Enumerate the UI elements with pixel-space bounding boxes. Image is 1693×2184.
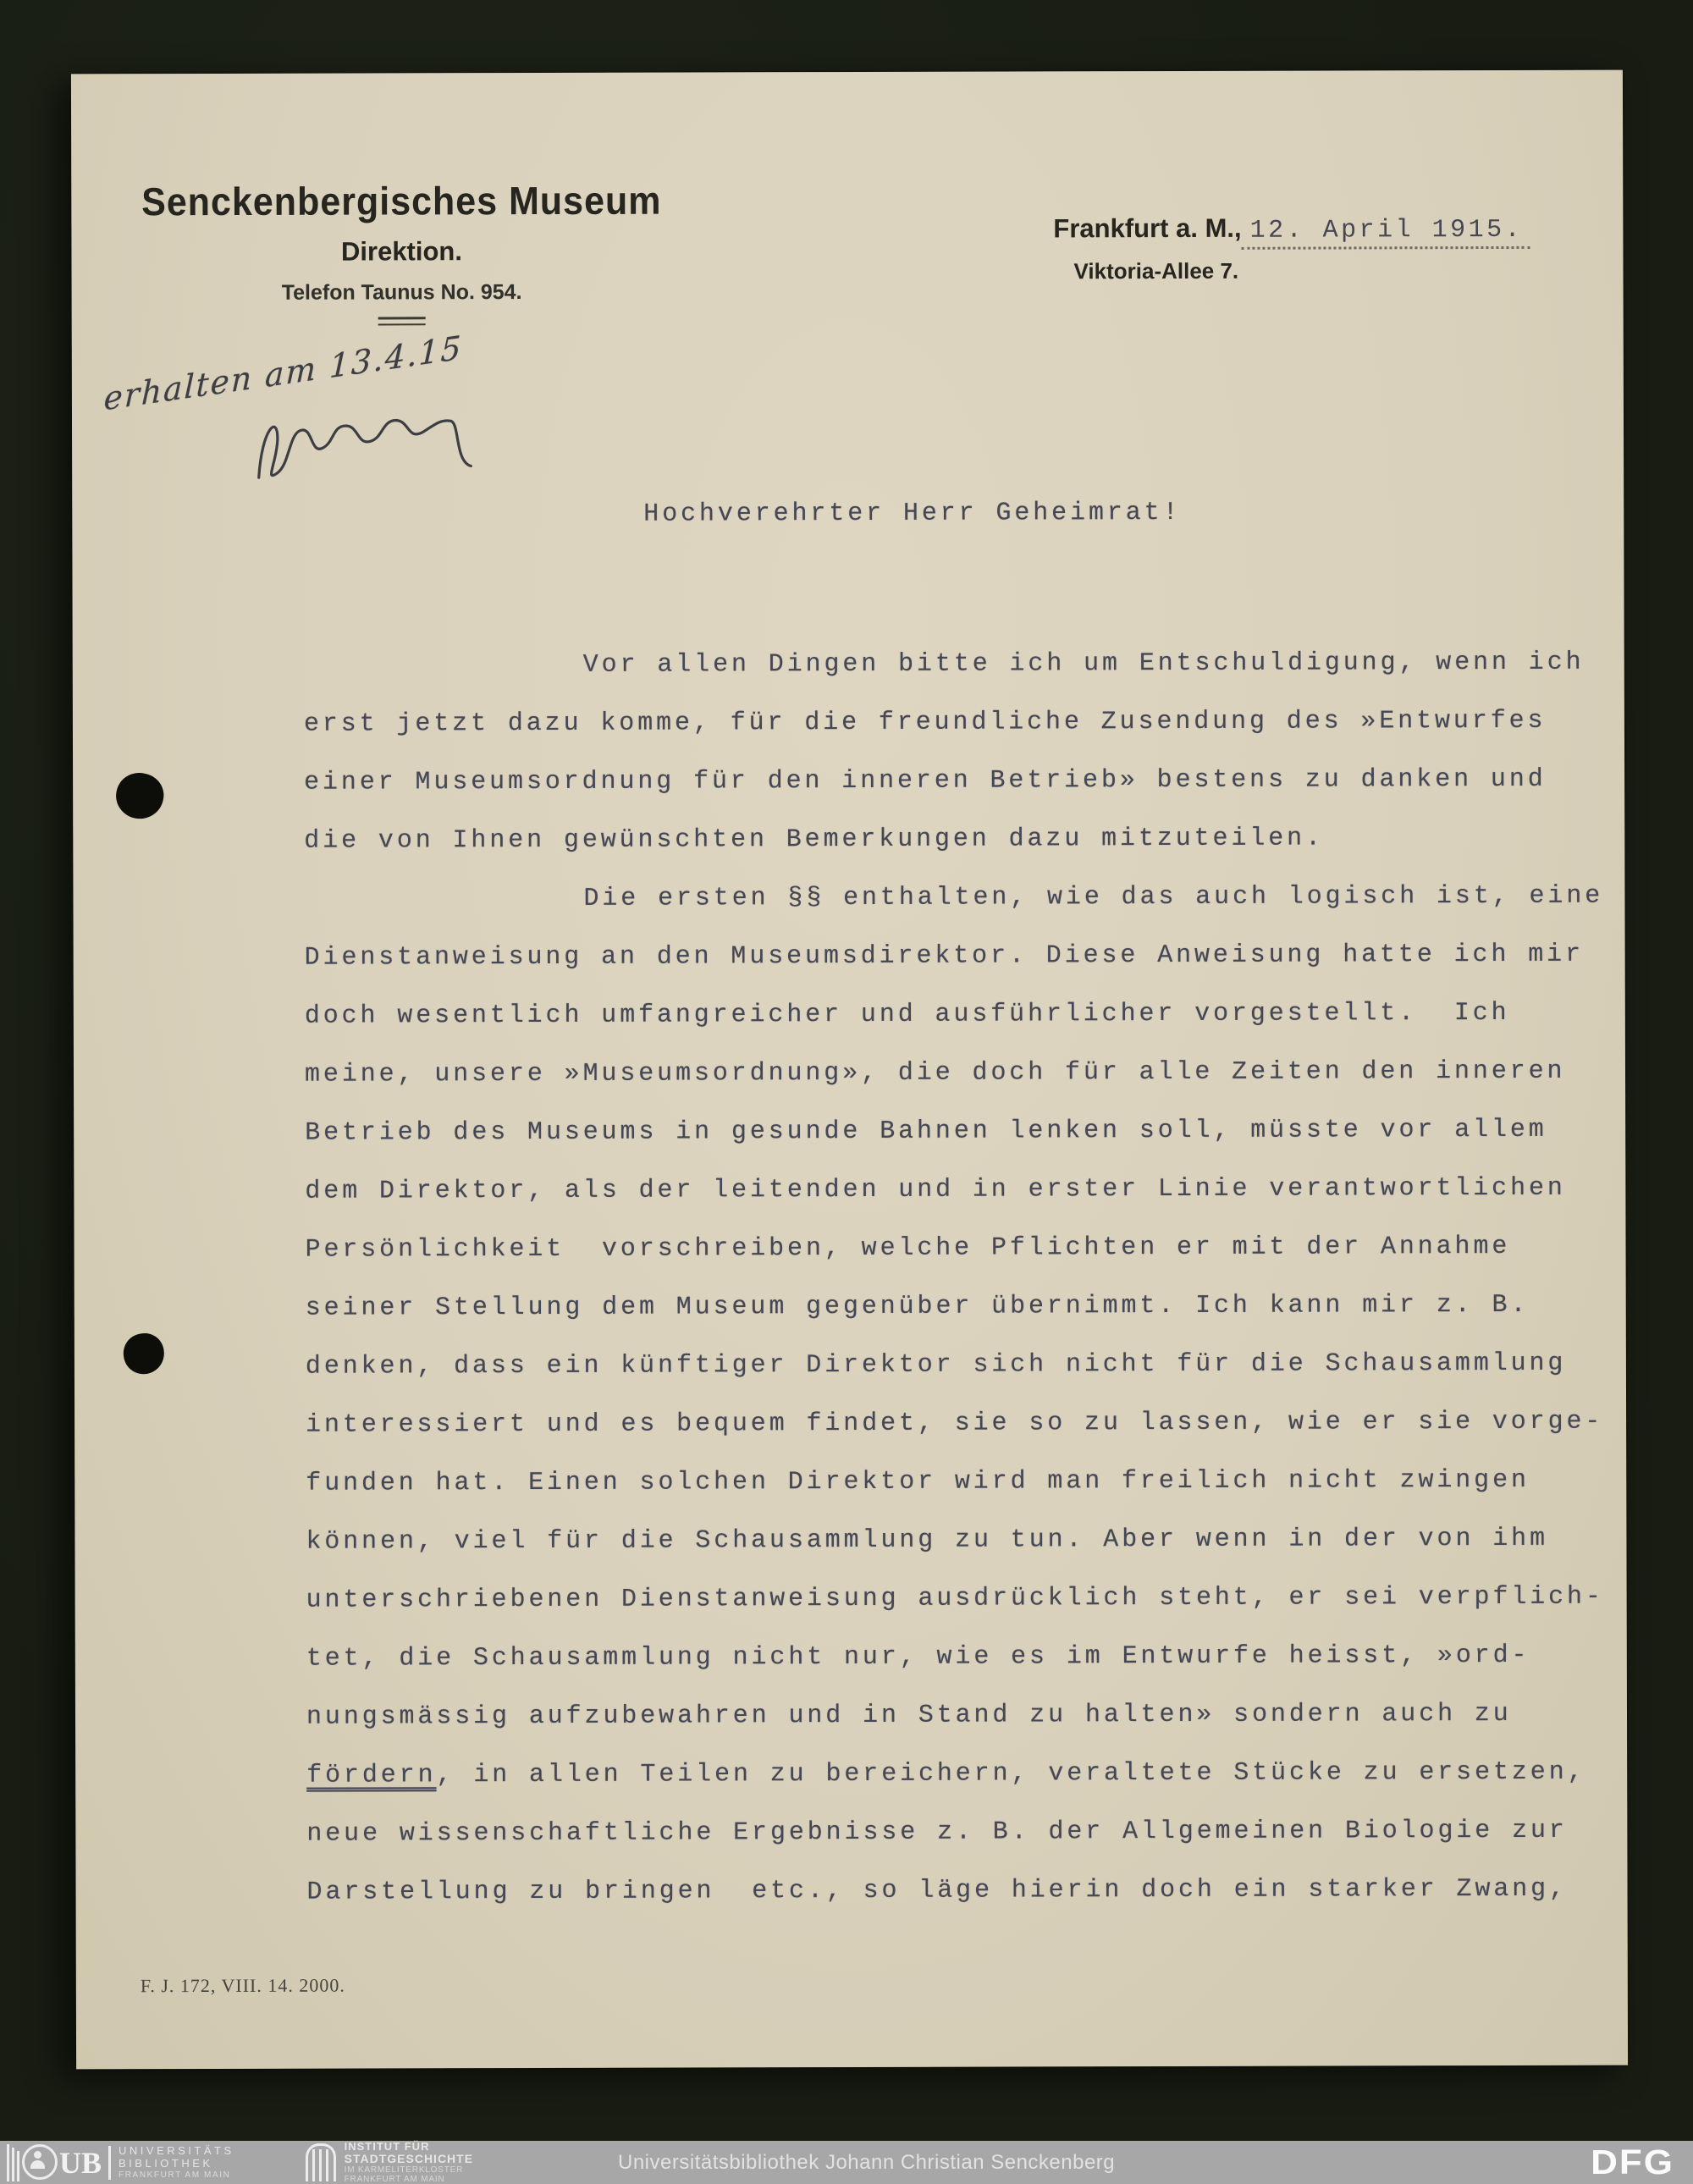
isg-logo-text-line: IM KARMELITERKLOSTER [344,2165,464,2175]
footer-library-name: Universitätsbibliothek Johann Christian Senckenberg [618,2150,1116,2174]
underlined-word: fördern [306,1761,437,1790]
handwritten-annotation [102,313,598,573]
dfg-logo: DFG [1591,2143,1674,2181]
letter-line: Vor allen Dingen bitte ich um Entschuldigung, wenn ich [582,648,1585,680]
letter-line: unterschriebenen Dienstanweisung ausdrücklich steht, er sei verpflich- [306,1582,1604,1615]
isg-arch-icon [306,2143,336,2181]
letter-line: funden hat. Einen solchen Direktor wird man freilich nicht zwingen [306,1465,1530,1498]
typed-date: 12. April 1915. [1242,216,1530,250]
ub-abbr: UB [59,2145,102,2180]
letterhead-phone: Telefon Taunus No. 954. [281,280,522,305]
ub-logo-text-line: FRANKFURT AM MAIN [119,2170,231,2180]
isg-logo [306,2140,474,2184]
punch-hole-bottom [121,1331,167,1376]
punch-hole-top [112,769,168,823]
letter-line: neue wissenschaftliche Ergebnisse z. B. der Allgemeinen Biologie zur [306,1816,1568,1849]
received-note: erhalten am 13.4.15 [102,328,464,418]
letter-line: meine, unsere »Museumsordnung», die doch für alle Zeiten den inneren [304,1056,1566,1089]
ub-logo [7,2143,234,2182]
letter-page [71,70,1628,2070]
ub-library-icon [7,2144,58,2181]
handwritten-signature [234,378,499,506]
letter-line: Darstellung zu bringen etc., so läge hierin doch ein starker Zwang, [306,1874,1568,1907]
letter-line: Persönlichkeit vorschreiben, welche Pflichten er mit der Annahme [305,1232,1511,1265]
letterhead-address: Viktoria-Allee 7. [1073,257,1239,284]
date-block [1053,212,1612,285]
ub-logo-text-line: BIBLIOTHEK [119,2157,213,2170]
form-number: F. J. 172, VIII. 14. 2000. [140,1974,345,1997]
letterhead-title: Senckenbergisches Museum [141,179,662,225]
letterhead [105,180,698,326]
letter-line: Die ersten §§ enthalten, wie das auch logisch ist, eine [583,881,1604,913]
ub-logo-text-line: UNIVERSITÄTS [119,2144,234,2157]
isg-logo-text [345,2141,473,2184]
letter-line: fördern, in allen Teilen zu bereichern, veraltete Stücke zu ersetzen, [306,1757,1586,1790]
letter-line: dem Direktor, als der leitenden und in erster Linie verantwortlichen [305,1173,1566,1206]
ub-separator [108,2146,111,2180]
letterhead-department: Direktion. [340,236,462,267]
letter-line: denken, dass ein künftiger Direktor sich nicht für die Schausammlung [305,1348,1567,1382]
isg-logo-text-line: INSTITUT FÜR [344,2140,430,2153]
letter-line: doch wesentlich umfangreicher und ausführlicher vorgestellt. Ich [304,998,1510,1031]
letter-line: interessiert und es bequem findet, sie so zu lassen, wie er sie vorge- [306,1407,1604,1440]
footer-bar [0,2141,1693,2184]
letter-line: die von Ihnen gewünschten Bemerkungen dazu mitzuteilen. [304,824,1325,856]
salutation: Hochverehrter Herr Geheimrat! [643,498,1182,529]
letter-line: Betrieb des Museums in gesunde Bahnen lenken soll, müsste vor allem [305,1115,1547,1148]
letter-body [304,646,1628,1934]
letterhead-rule [378,317,426,325]
letter-line: Dienstanweisung an den Museumsdirektor. Diese Anweisung hatte ich mir [304,940,1585,973]
isg-logo-text-line: FRANKFURT AM MAIN [344,2175,445,2184]
letter-line: nungsmässig aufzubewahren und in Stand zu halten» sondern auch zu [306,1699,1512,1732]
letter-line: seiner Stellung dem Museum gegenüber übernimmt. Ich kann mir z. B. [305,1290,1530,1323]
letter-line: erst jetzt dazu komme, für die freundliche Zusendung des »Entwurfes [303,706,1547,739]
letter-line: einer Museumsordnung für den inneren Betrieb» bestens zu danken und [304,764,1547,797]
letter-line: können, viel für die Schausammlung zu tun. Aber wenn in der von ihm [306,1524,1548,1557]
letter-line: tet, die Schausammlung nicht nur, wie es im Entwurfe heisst, »ord- [306,1641,1530,1674]
isg-logo-text-line: STADTGESCHICHTE [344,2152,474,2165]
ub-portrait-icon [22,2144,58,2180]
date-place: Frankfurt a. M., [1053,212,1242,244]
ub-logo-text [119,2144,234,2181]
